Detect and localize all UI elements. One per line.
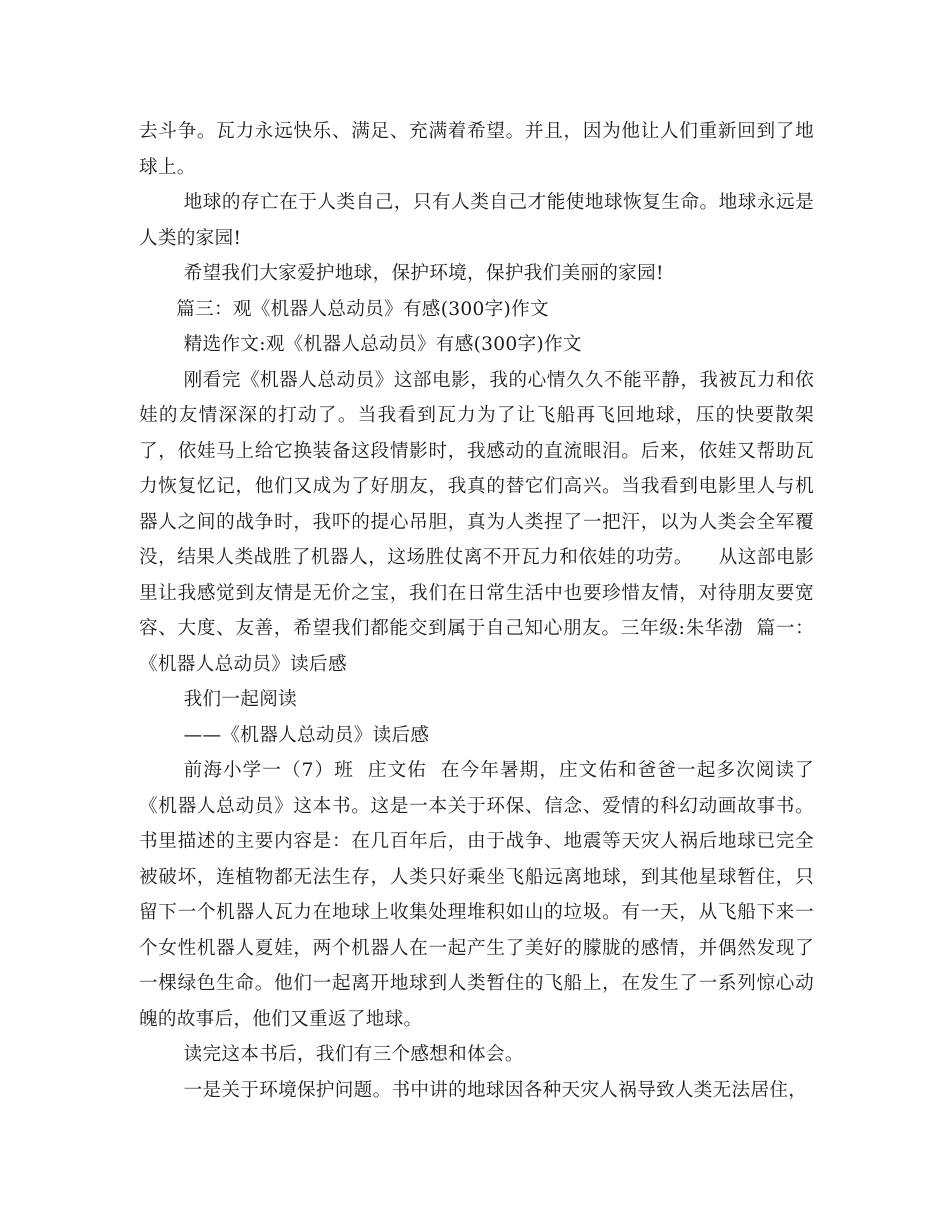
paragraph: 去斗争。瓦力永远快乐、满足、充满着希望。并且，因为他让人们重新回到了地球上。	[139, 121, 814, 178]
paragraph: 希望我们大家爱护地球，保护环境，保护我们美丽的家园!	[183, 263, 664, 284]
essay-subtitle: ——《机器人总动员》读后感	[183, 724, 430, 746]
paragraph: 地球的存亡在于人类自己，只有人类自己才能使地球恢复生命。地球永远是人类的家园!	[139, 192, 814, 249]
paragraph: 一是关于环境保护问题。书中讲的地球因各种天灾人祸导致人类无法居住，	[183, 1079, 808, 1101]
section-subtitle: 精选作文:观《机器人总动员》有感(300字)作文	[183, 334, 582, 355]
document-body	[139, 114, 814, 1108]
essay-title: 我们一起阅读	[183, 689, 297, 710]
paragraph: 刚看完《机器人总动员》这部电影，我的心情久久不能平静，我被瓦力和依娃的友情深深的打动了。当我看到瓦力为了让飞船再飞回地球，压的快要散架了，依娃马上给它换装备这段情影时，我感动的直流眼泪。后来，依娃又帮助瓦力恢复忆记，他们又成为了好朋友，我真的替它们高兴。当我看到电影里人与机器人之间的战争时，我吓的提心吊胆，真为人类捏了一把汗，以为人类会全军覆没，结果人类战胜了机器人，这场胜仗离不开瓦力和依娃的功劳。 从这部电影里让我感觉到友情是无价之宝，我们在日常生活中也要珍惜友情，对待朋友要宽容、大度、友善，希望我们都能交到属于自己知心朋友。三年级:朱华渤 篇一：《机器人总动员》读后感	[139, 369, 814, 675]
paragraph: 前海小学一（7）班 庄文佑 在今年暑期，庄文佑和爸爸一起多次阅读了《机器人总动员》这本书。这是一本关于环保、信念、爱情的科幻动画故事书。书里描述的主要内容是：在几百年后，由于战争、地震等天灾人祸后地球已完全被破坏，连植物都无法生存，人类只好乘坐飞船远离地球，到其他星球暂住，只留下一个机器人瓦力在地球上收集处理堆积如山的垃圾。有一天，从飞船下来一个女性机器人夏娃，两个机器人在一起产生了美好的朦胧的感情，并偶然发现了一棵绿色生命。他们一起离开地球到人类暂住的飞船上，在发生了一系列惊心动魄的故事后，他们又重返了地球。	[139, 760, 814, 1030]
section-heading: 篇三：观《机器人总动员》有感(300字)作文	[176, 298, 549, 320]
paragraph: 读完这本书后，我们有三个感想和体会。	[183, 1044, 524, 1065]
